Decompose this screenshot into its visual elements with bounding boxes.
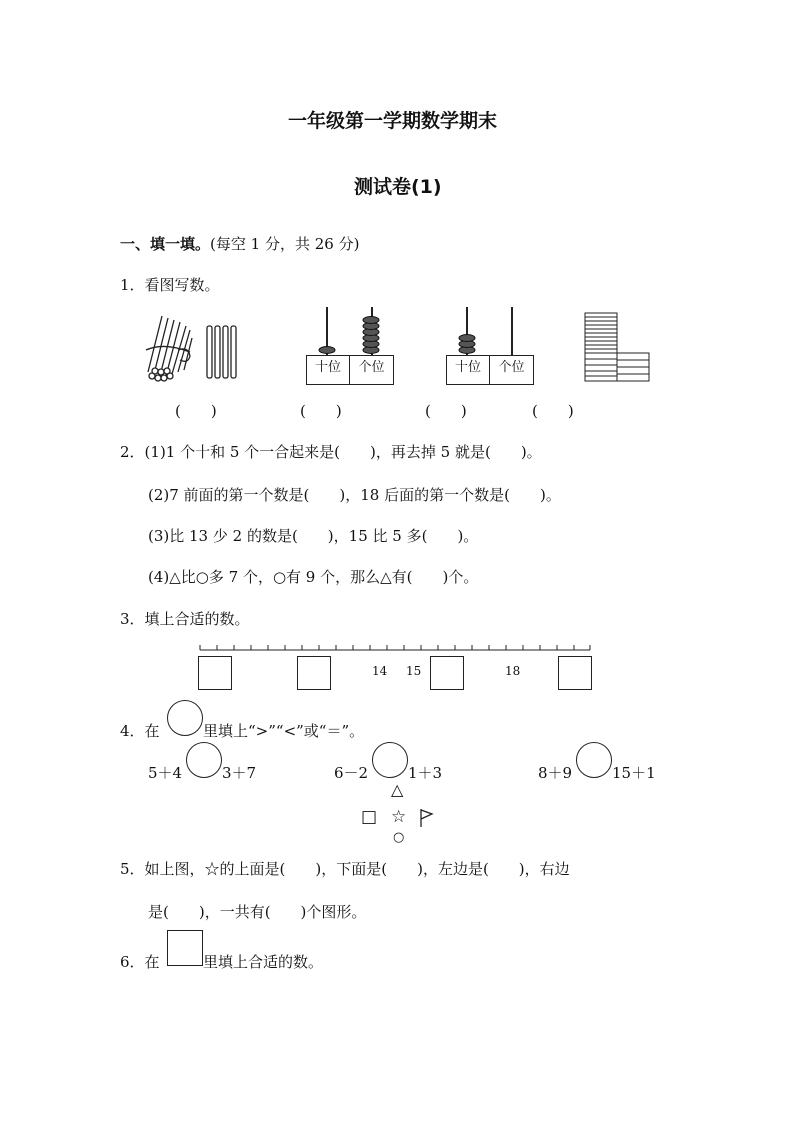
circle-icon: ○ [393,830,405,845]
number-label: 18 [505,664,521,678]
abacus-beads [310,310,390,356]
expression-right: 15＋1 [612,764,656,782]
section-note: (每空 1 分，共 26 分) [210,235,360,253]
expression-right: 3＋7 [222,764,257,782]
question-4-text-after: 里填上“>”“<”或“＝”。 [203,722,365,740]
question-5-line-2: 是( )，一共有( )个图形。 [148,903,367,921]
triangle-icon: △ [391,780,404,799]
expression-right: 1＋3 [408,764,443,782]
answer-box[interactable] [297,656,331,690]
answer-box[interactable] [558,656,592,690]
page-subtitle: 测试卷(1) [354,176,442,198]
question-2-line-3: (3)比 13 少 2 的数是( )，15 比 5 多( )。 [148,527,479,545]
flag-icon [419,808,435,828]
answer-box[interactable] [198,656,232,690]
question-2-line-2: (2)7 前面的第一个数是( )，18 后面的第一个数是( )。 [148,486,561,504]
answer-blank[interactable]: ( ) [532,402,574,420]
compare-circle[interactable] [576,742,612,778]
number-line [200,644,592,656]
ones-rod [511,307,513,355]
question-5-line-1: 5．如上图，☆的上面是( )，下面是( )，左边是( )，右边 [120,860,570,878]
question-6-text-after: 里填上合适的数。 [203,953,324,971]
answer-box[interactable] [430,656,464,690]
section-title: 一、填一填。 [120,235,211,253]
number-label: 14 [372,664,388,678]
tens-label: 十位 [306,355,350,385]
square-icon [167,930,203,966]
answer-blank[interactable]: ( ) [175,402,217,420]
question-2-line-4: (4)△比○多 7 个，○有 9 个，那么△有( )个。 [148,568,479,586]
question-1-text: 1．看图写数。 [120,276,220,294]
abacus-beads [450,310,490,356]
stick-bundle-figure [140,312,250,384]
answer-blank[interactable]: ( ) [300,402,342,420]
question-4-text-before: 4．在 [120,722,160,740]
question-3-text: 3．填上合适的数。 [120,610,250,628]
section-heading [120,233,359,254]
question-6-text-before: 6．在 [120,953,160,971]
expression-left: 8＋9 [538,764,573,782]
circle-icon [167,700,203,736]
star-icon: ☆ [391,807,407,827]
compare-circle[interactable] [186,742,222,778]
number-label: 15 [406,664,422,678]
page-title: 一年级第一学期数学期末 [288,110,498,132]
ones-label: 个位 [349,355,394,385]
tens-label: 十位 [446,355,490,385]
square-icon: □ [361,807,378,827]
expression-left: 6－2 [334,764,369,782]
block-stack-figure [585,313,651,383]
question-2-line-1: 2．(1)1 个十和 5 个一合起来是( )，再去掉 5 就是( )。 [120,443,542,461]
expression-left: 5＋4 [148,764,183,782]
compare-circle[interactable] [372,742,408,778]
ones-label: 个位 [489,355,534,385]
answer-blank[interactable]: ( ) [425,402,467,420]
